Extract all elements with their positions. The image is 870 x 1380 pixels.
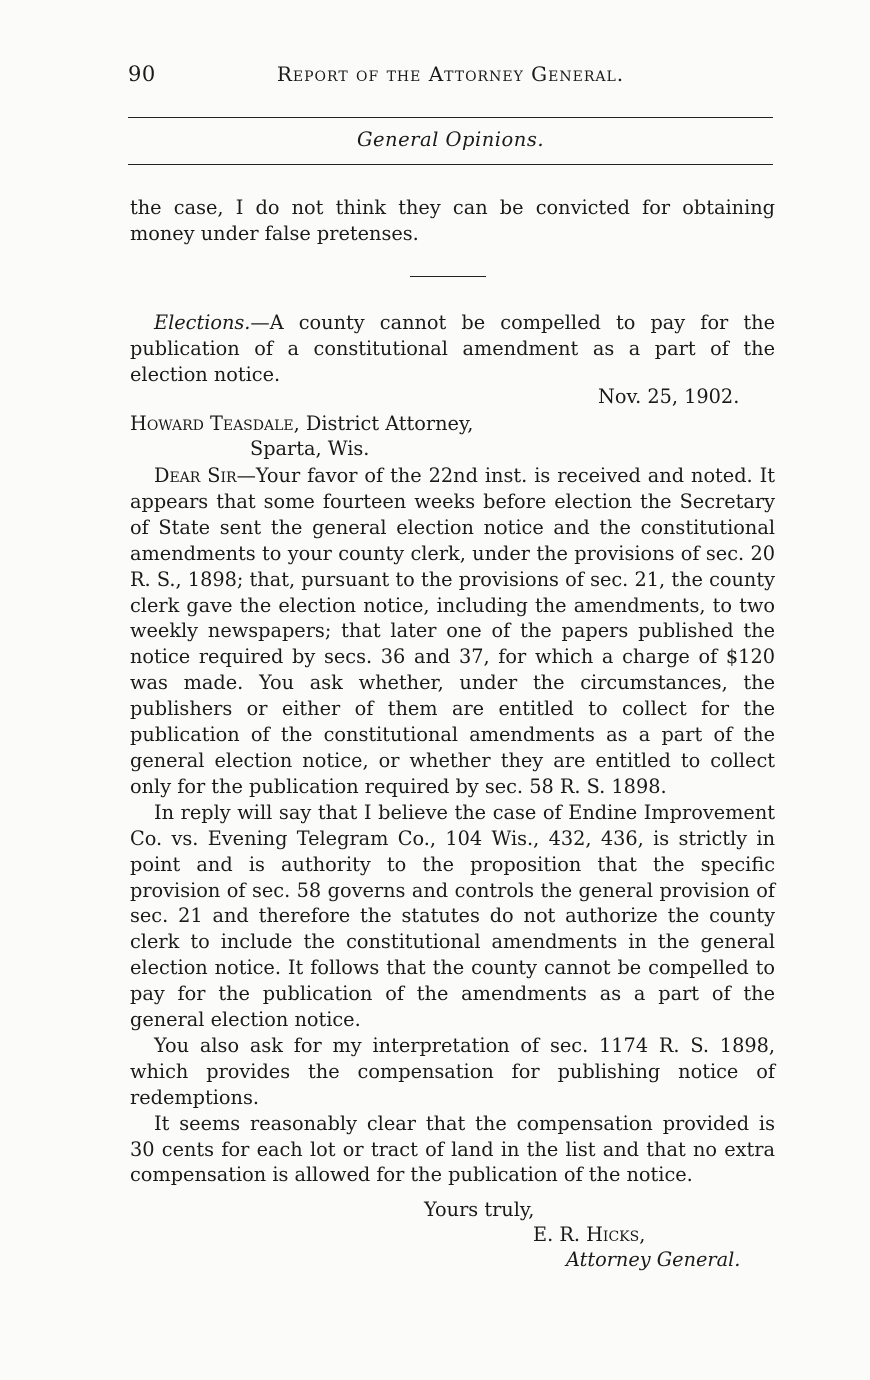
signer-name (533, 1223, 645, 1246)
addressee-place: Sparta, Wis. (250, 437, 370, 460)
salutation: Dear Sir (154, 464, 237, 487)
addressee-title: District Attorney, (299, 412, 474, 435)
syllabus-lead: Elections. (154, 311, 251, 334)
signer-title: Attorney General. (566, 1248, 741, 1271)
addressee-name: Howard Teasdale, (130, 412, 300, 435)
header-rule-top (128, 117, 773, 118)
page-number: 90 (128, 62, 156, 86)
paragraph-1-text: —Your favor of the 22nd inst. is received and noted. It appears that some fourteen weeks before election the Secretary of State sent the general election notice and the constitutional amendments to your county clerk, under the provisions of sec. 20 R. S., 1898; that, pursuant to the provisions of sec. 21, the county clerk gave the election notice, including the amendments, to two weekly newspapers; that later one of the papers published the notice required by secs. 36 and 37, for which a charge of $120 was made. You ask whether, under the circumstances, the publishers or either of them are entitled to collect for the publication of the constitutional amendments as a part of the general election notice, or whether they are entitled to collect only for the publication required by sec. 58 R. S. 1898. (130, 464, 775, 798)
addressee (130, 411, 473, 437)
page-header (128, 62, 773, 96)
header-rule-bottom (128, 164, 773, 165)
letter-date: Nov. 25, 1902. (598, 385, 740, 408)
letter-body (130, 463, 775, 1188)
syllabus-text: —A county cannot be compelled to pay for the publication of a constitutional amendment as a part of the election notice. (130, 311, 775, 386)
continuation-text: the case, I do not think they can be convicted for obtaining money under false pretenses. (130, 196, 775, 245)
running-head: Report of the Attorney General. (276, 62, 625, 86)
closing: Yours truly, (424, 1198, 535, 1221)
signer-name-text: E. R. Hicks, (533, 1223, 646, 1246)
paragraph-1 (130, 463, 775, 800)
paragraph-3: You also ask for my interpretation of sec. 1174 R. S. 1898, which provides the compensation for publishing notice of redemptions. (130, 1033, 775, 1109)
opinion-divider (410, 276, 486, 277)
section-heading: General Opinions. (356, 128, 545, 151)
paragraph-2: In reply will say that I believe the case of Endine Improvement Co. vs. Evening Telegram Co., 104 Wis., 432, 436, is strictly in point and is authority to the proposition that the specific provision of sec. 58 governs and controls the general provision of sec. 21 and therefore the statutes do not authorize the county clerk to include the constitutional amendments in the general election notice. It follows that the county cannot be compelled to pay for the publication of the amendments as a part of the general election notice. (130, 800, 775, 1032)
syllabus (130, 310, 775, 388)
paragraph-4: It seems reasonably clear that the compensation provided is 30 cents for each lot or tract of land in the list and that no extra compensation is allowed for the publication of the notice. (130, 1111, 775, 1187)
